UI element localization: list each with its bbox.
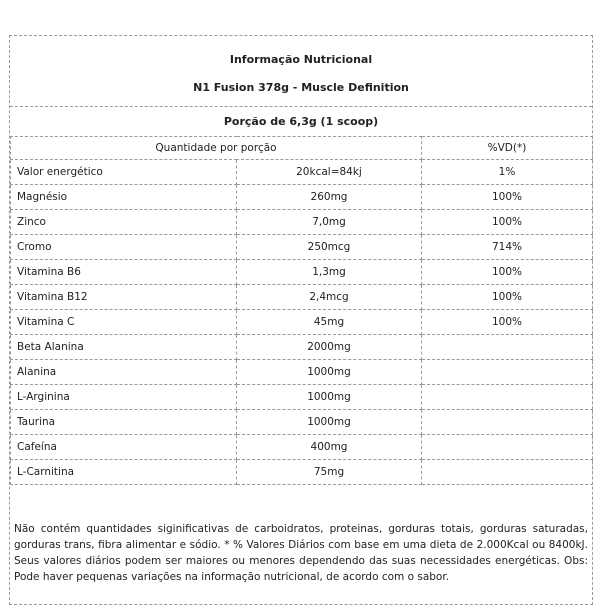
- panel-title: Informação Nutricional: [229, 53, 373, 66]
- table-row: [11, 310, 593, 335]
- table-row: [11, 285, 593, 310]
- table-row: [11, 210, 593, 235]
- nutrient-amount: 1000mg: [237, 410, 422, 435]
- nutrition-table: [10, 136, 593, 485]
- nutrient-amount: 20kcal=84kj: [237, 160, 422, 185]
- nutrient-name: Alanina: [11, 360, 237, 385]
- nutrient-vd: [422, 335, 593, 360]
- footnote: Não contém quantidades siginificativas de carboidratos, proteinas, gorduras totais, gorduras saturadas, gorduras trans, fibra alimentar e sódio. * % Valores Diários com base em uma dieta de 2.000Kcal ou 8400kJ. Seus valores diários podem ser maiores ou menores dependendo das suas necessidades energéticas. Obs: Pode haver pequenas variações na informação nutricional, de acordo com o sabor.: [14, 523, 588, 583]
- product-name: N1 Fusion 378g - Muscle Definition: [193, 81, 409, 94]
- nutrient-amount: 250mcg: [237, 235, 422, 260]
- nutrient-amount: 2000mg: [237, 335, 422, 360]
- column-header-quantity: Quantidade por porção: [11, 137, 422, 160]
- table-row: [11, 335, 593, 360]
- nutrient-amount: 1000mg: [237, 360, 422, 385]
- nutrient-vd: [422, 360, 593, 385]
- nutrient-name: Beta Alanina: [11, 335, 237, 360]
- nutrient-vd: [422, 460, 593, 485]
- table-row: [11, 435, 593, 460]
- nutrient-amount: 1000mg: [237, 385, 422, 410]
- nutrient-vd: 100%: [422, 260, 593, 285]
- table-row: [11, 410, 593, 435]
- nutrient-name: Taurina: [11, 410, 237, 435]
- table-row: [11, 160, 593, 185]
- nutrient-vd: 100%: [422, 210, 593, 235]
- nutrient-amount: 260mg: [237, 185, 422, 210]
- nutrient-name: Vitamina C: [11, 310, 237, 335]
- nutrient-name: Valor energético: [11, 160, 237, 185]
- nutrient-vd: 714%: [422, 235, 593, 260]
- table-row: [11, 185, 593, 210]
- nutrient-name: Cromo: [11, 235, 237, 260]
- table-row: [11, 260, 593, 285]
- nutrient-vd: 1%: [422, 160, 593, 185]
- nutrient-name: L-Carnitina: [11, 460, 237, 485]
- divider: [10, 106, 592, 107]
- nutrient-vd: 100%: [422, 310, 593, 335]
- nutrient-name: Vitamina B12: [11, 285, 237, 310]
- table-header-row: [11, 137, 593, 160]
- column-header-vd: %VD(*): [422, 137, 593, 160]
- nutrient-amount: 1,3mg: [237, 260, 422, 285]
- nutrient-name: Zinco: [11, 210, 237, 235]
- nutrient-amount: 75mg: [237, 460, 422, 485]
- table-row: [11, 360, 593, 385]
- nutrient-amount: 7,0mg: [237, 210, 422, 235]
- nutrient-vd: [422, 435, 593, 460]
- table-row: [11, 385, 593, 410]
- nutrient-vd: 100%: [422, 185, 593, 210]
- nutrient-vd: [422, 410, 593, 435]
- nutrient-amount: 400mg: [237, 435, 422, 460]
- nutrient-vd: [422, 385, 593, 410]
- nutrition-info-panel: [9, 35, 593, 605]
- nutrient-name: L-Arginina: [11, 385, 237, 410]
- nutrient-amount: 45mg: [237, 310, 422, 335]
- nutrient-name: Vitamina B6: [11, 260, 237, 285]
- table-row: [11, 235, 593, 260]
- nutrient-vd: 100%: [422, 285, 593, 310]
- table-row: [11, 460, 593, 485]
- nutrient-name: Cafeína: [11, 435, 237, 460]
- portion-size: Porção de 6,3g (1 scoop): [223, 115, 379, 128]
- nutrient-amount: 2,4mcg: [237, 285, 422, 310]
- nutrient-name: Magnésio: [11, 185, 237, 210]
